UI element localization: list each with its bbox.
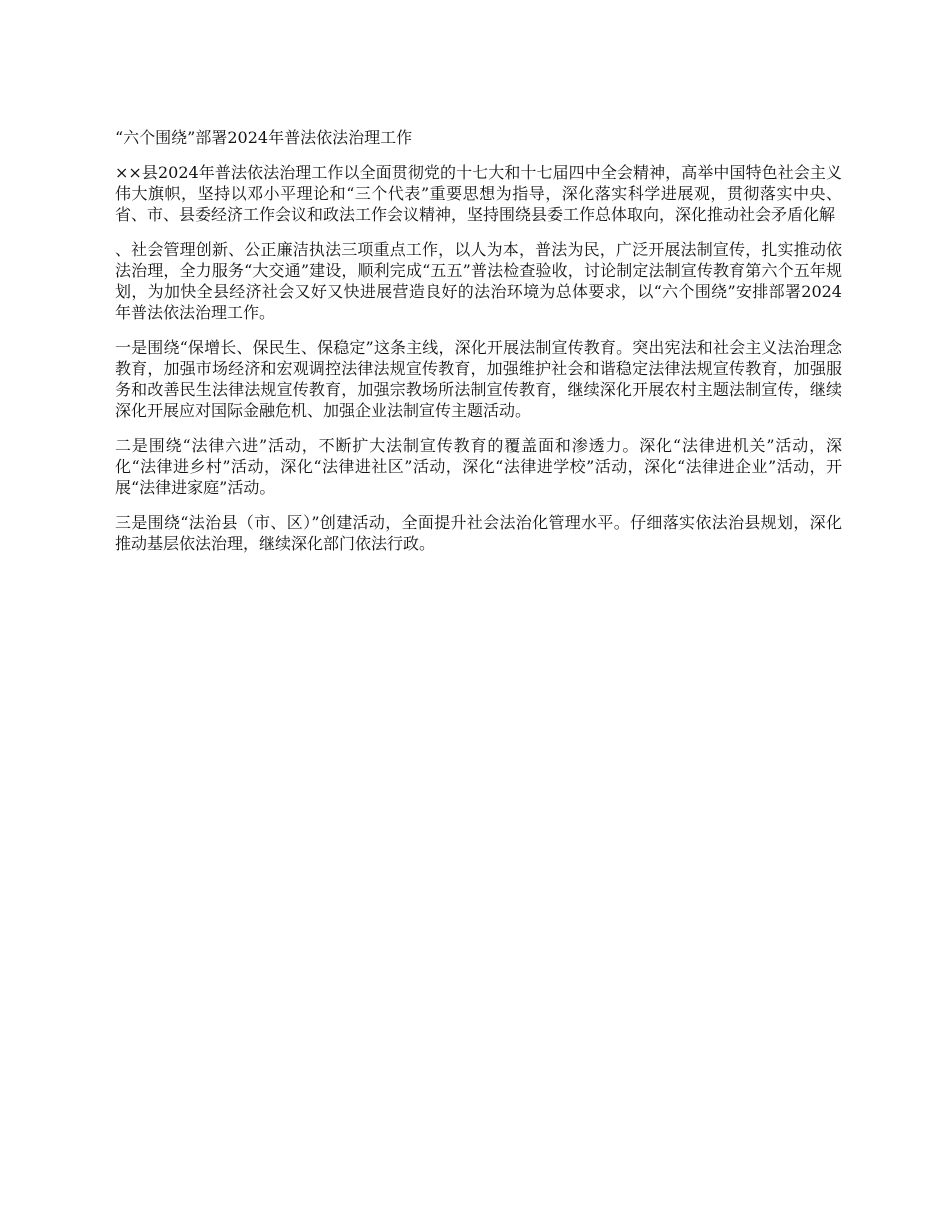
document-page [115, 127, 842, 568]
paragraph-continuation: 、社会管理创新、公正廉洁执法三项重点工作，以人为本，普法为民，广泛开展法制宣传，扎实推动依法治理，全力服务“大交通”建设，顺利完成“五五”普法检查验收，讨论制定法制宣传教育第六个五年规划，为加快全县经济社会又好又快进展营造良好的法治环境为总体要求，以“六个围绕”安排部署2024年普法依法治理工作。 [115, 240, 842, 322]
paragraph-point-two: 二是围绕“法律六进”活动，不断扩大法制宣传教育的覆盖面和渗透力。深化“法律进机关”活动，深化“法律进乡村”活动，深化“法律进社区”活动，深化“法律进学校”活动，深化“法律进企业”活动，开展“法律进家庭”活动。 [115, 436, 842, 497]
document-title: “六个围绕”部署2024年普法依法治理工作 [115, 128, 413, 147]
paragraph-point-three: 三是围绕“法治县（市、区）”创建活动，全面提升社会法治化管理水平。仔细落实依法治县规划，深化推动基层依法治理，继续深化部门依法行政。 [115, 513, 842, 553]
paragraph-intro: ××县2024年普法依法治理工作以全面贯彻党的十七大和十七届四中全会精神，高举中国特色社会主义伟大旗帜，坚持以邓小平理论和“三个代表”重要思想为指导，深化落实科学进展观，贯彻落实中央、省、市、县委经济工作会议和政法工作会议精神，坚持围绕县委工作总体取向，深化推动社会矛盾化解 [115, 163, 842, 224]
paragraph-point-one: 一是围绕“保增长、保民生、保稳定”这条主线，深化开展法制宣传教育。突出宪法和社会主义法治理念教育，加强市场经济和宏观调控法律法规宣传教育，加强维护社会和谐稳定法律法规宣传教育，加强服务和改善民生法律法规宣传教育，加强宗教场所法制宣传教育，继续深化开展农村主题法制宣传，继续深化开展应对国际金融危机、加强企业法制宣传主题活动。 [115, 338, 842, 420]
